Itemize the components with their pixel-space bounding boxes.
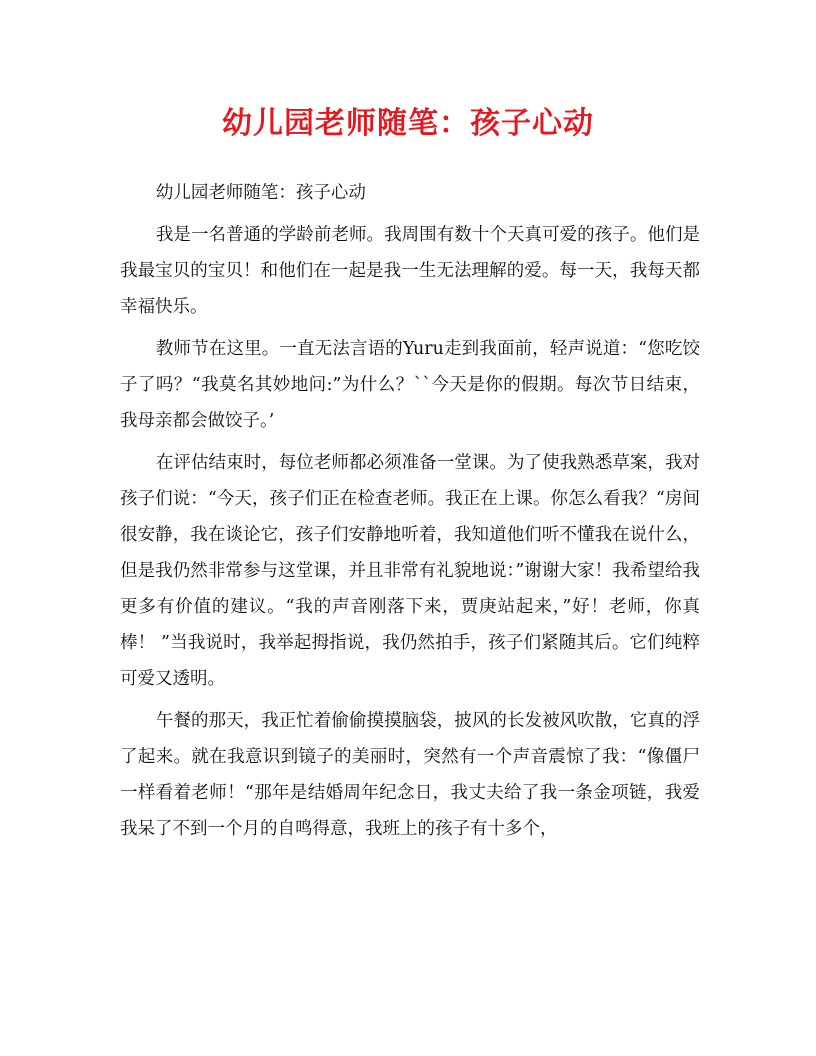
page-title: 幼儿园老师随笔：孩子心动 bbox=[222, 106, 594, 141]
paragraph: 午餐的那天，我正忙着偷偷摸摸脑袋，披风的长发被风吹散，它真的浮了起来。就在我意识到镜子的美丽时，突然有一个声音震惊了我：“像僵尸一样看着老师！“那年是结婚周年纪念日，我丈夫给了我一条金项链，我爱我呆了不到一个月的自鸣得意，我班上的孩子有十多个， bbox=[120, 711, 700, 839]
document-body bbox=[120, 175, 700, 853]
paragraph: 教师节在这里。一直无法言语的Yuru走到我面前，轻声说道：“您吃饺子了吗？“我莫名其妙地问:”为什么？``今天是你的假期。每次节日结束，我母亲都会做饺子。’ bbox=[120, 339, 700, 431]
paragraph-subtitle: 幼儿园老师随笔：孩子心动 bbox=[155, 183, 366, 203]
paragraph: 我是一名普通的学龄前老师。我周围有数十个天真可爱的孩子。他们是我最宝贝的宝贝！和他们在一起是我一生无法理解的爱。每一天，我每天都幸福快乐。 bbox=[120, 225, 700, 317]
paragraph: 在评估结束时，每位老师都必须准备一堂课。为了使我熟悉草案，我对孩子们说：“今天，孩子们正在检查老师。我正在上课。你怎么看我？“房间很安静，我在谈论它，孩子们安静地听着，我知道他们听不懂我在说什么，但是我仍然非常参与这堂课，并且非常有礼貌地说：”谢谢大家！我希望给我更多有价值的建议。“我的声音刚落下来，贾庚站起来，”好！老师，你真棒！ ”当我说时，我举起拇指说，我仍然拍手，孩子们紧随其后。它们纯粹可爱又透明。 bbox=[120, 453, 700, 689]
